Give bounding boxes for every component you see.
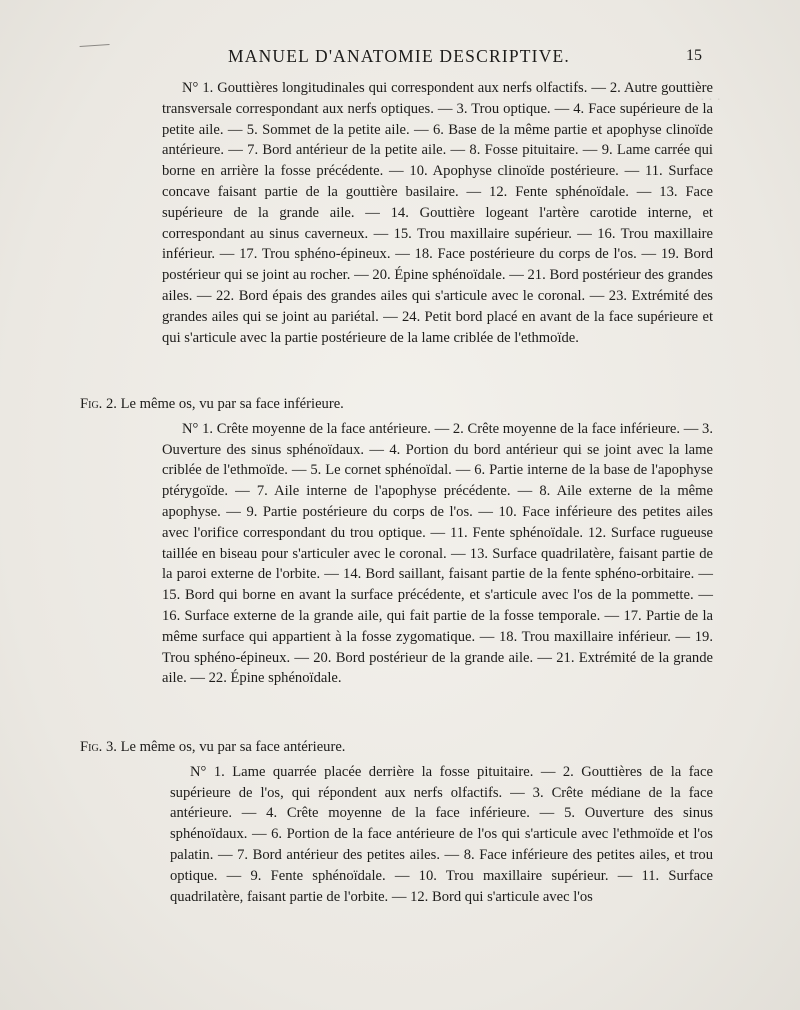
fig-3-legend: N° 1. Lame quarrée placée derrière la fosse pituitaire. — 2. Gouttières de la face supérieure de l'os, qui répondent aux nerfs olfactifs. — 3. Crête médiane de la face antérieure. — 4. Crête moyenne de la face inférieure. — 5. Ouverture des sinus sphénoïdaux. — 6. Portion de la face antérieure de l'os qui s'articule avec l'ethmoïde et l'os palatin. — 7. Bord antérieur des petites ailes. — 8. Face inférieure des petites ailes, et trou optique. — 9. Fente sphénoïdale. — 10. Trou maxillaire supérieur. — 11. Surface quadrilatère, faisant partie de l'orbite. — 12. Bord qui s'articule avec l'os bbox=[170, 763, 713, 905]
fig-3-heading bbox=[80, 737, 713, 758]
running-title: MANUEL D'ANATOMIE DESCRIPTIVE. bbox=[228, 46, 570, 66]
page-number: 15 bbox=[686, 47, 702, 64]
fig-2-section bbox=[80, 394, 713, 689]
fig-2-heading bbox=[80, 394, 713, 415]
fig-3-caption: Le même os, vu par sa face antérieure. bbox=[120, 739, 346, 755]
show-through-texture: · · · bbox=[700, 93, 721, 108]
fig-2-label: Fig. 2. bbox=[80, 396, 117, 412]
fig-2-legend: N° 1. Crête moyenne de la face antérieure. — 2. Crête moyenne de la face inférieure. — 3. Ouverture des sinus sphénoïdaux. — 4. Portion du bord antérieur qui se joint avec la lame criblée de l'ethmoïde. — 5. Le cornet sphénoïdal. — 6. Partie interne de la base de l'apophyse ptérygoïde. — 7. Aile interne de l'apophyse précédente. — 8. Aile externe de la même apophyse. — 9. Partie postérieure du corps de l'os. — 10. Face inférieure des petites ailes avec l'orifice correspondant du trou optique. — 11. Fente sphénoïdale. 12. Surface rugueuse taillée en biseau pour s'articuler avec le coronal. — 13. Surface quadrilatère, faisant partie de la paroi externe de l'orbite. — 14. Bord saillant, faisant partie de la fente sphéno-orbitaire. — 15. Bord qui borne en avant la surface précédente, et s'articule avec l'os de la pommette. — 16. Surface externe de la grande aile, qui fait partie de la fosse temporale. — 17. Partie de la même surface qui appartient à la fosse zygomatique. — 18. Trou maxillaire inférieur. — 19. Trou sphéno-épineux. — 20. Bord postérieur de la grande aile. — 21. Extrémité de la grande aile. — 22. Épine sphénoïdale. bbox=[162, 420, 713, 687]
fig-3-label: Fig. 3. bbox=[80, 739, 117, 755]
fig-3-section bbox=[80, 737, 713, 907]
fig-1-legend: N° 1. Gouttières longitudinales qui correspondent aux nerfs olfactifs. — 2. Autre gouttière transversale correspondant aux nerfs optiques. — 3. Trou optique. — 4. Face supérieure de la petite aile. — 5. Sommet de la petite aile. — 6. Base de la même partie et apophyse clinoïde antérieure. — 7. Bord antérieur de la petite aile. — 8. Fosse pituitaire. — 9. Lame carrée qui borne en arrière la fosse précédente. — 10. Apophyse clinoïde postérieure. — 11. Surface concave faisant partie de la gouttière basilaire. — 12. Fente sphénoïdale. — 13. Face supérieure de la grande aile. — 14. Gouttière logeant l'artère carotide interne, et correspondant au sinus caverneux. — 15. Trou maxillaire supérieur. — 16. Trou maxillaire inférieur. — 17. Trou sphéno-épineux. — 18. Face postérieure du corps de l'os. — 19. Bord postérieur qui se joint au rocher. — 20. Épine sphénoïdale. — 21. Bord postérieur des grandes ailes. — 22. Bord épais des grandes ailes qui s'articule avec le coronal. — 23. Extrémité des grandes ailes qui se joint au pariétal. — 24. Petit bord placé en avant de la face supérieure et qui s'articule avec la partie postérieure de la lame criblée de l'ethmoïde. bbox=[162, 80, 713, 346]
page-header bbox=[0, 46, 800, 70]
fig-2-caption: Le même os, vu par sa face inférieure. bbox=[120, 396, 344, 412]
fig-1-section bbox=[162, 78, 713, 348]
